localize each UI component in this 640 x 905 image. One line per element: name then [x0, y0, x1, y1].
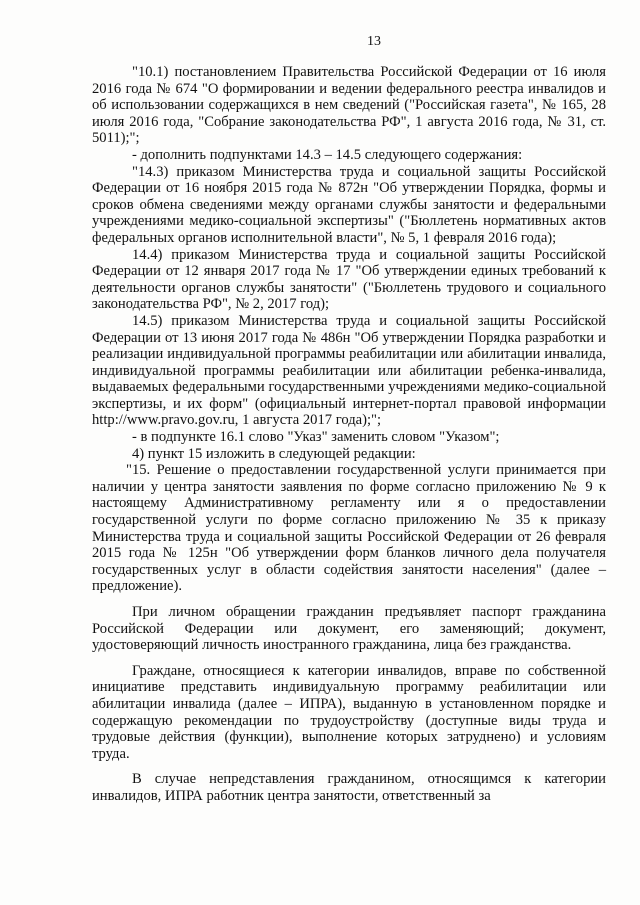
paragraph-10-1: "10.1) постановлением Правительства Российской Федерации от 16 июля 2016 года № 674 "О формировании и ведении федерального реестра инвалидов и об использовании содержащихся в нем сведений ("Российская газета", № 165, 28 июля 2016 года, "Собрание законодательства РФ", 1 августа 2016 года, № 31, ст. 5011);";: [92, 64, 606, 147]
paragraph-16-1: - в подпункте 16.1 слово "Указ" заменить словом "Указом";: [132, 429, 500, 446]
paragraph-personal-appeal: При личном обращении гражданин предъявляет паспорт гражданина Российской Федерации или документ, его заменяющий; документ, удостоверяющий личность иностранного гражданина, лица без гражданства.: [92, 604, 606, 654]
paragraph-add-subitems: - дополнить подпунктами 14.3 – 14.5 следующего содержания:: [132, 146, 523, 163]
paragraph-item-4: 4) пункт 15 изложить в следующей редакции:: [132, 445, 416, 462]
paragraph-14-3: "14.3) приказом Министерства труда и социальной защиты Российской Федерации от 16 ноября 2015 года № 872н "Об утверждении Порядка, формы и сроков обмена сведениями между органами службы занятости и федеральными учреждениями медико-социальной экспертизы" ("Бюллетень нормативных актов федеральных органов исполнительной власти", № 5, 1 февраля 2016 года);: [92, 163, 606, 246]
page-number: 13: [367, 34, 381, 49]
paragraph-ipra-absence: В случае непредставления гражданином, относящимся к категории инвалидов, ИПРА работник центра занятости, ответственный за: [92, 771, 606, 804]
paragraph-disabled-citizens: Граждане, относящиеся к категории инвалидов, вправе по собственной инициативе представить индивидуальную программу реабилитации или абилитации инвалида (далее – ИПРА), выданную в установленном порядке и содержащую рекомендации по трудоустройству (доступные виды труда и трудовые действия (функции), выполнение которых затруднено) и условиям труда.: [92, 662, 606, 762]
paragraph-14-4: 14.4) приказом Министерства труда и социальной защиты Российской Федерации от 12 января 2017 года № 17 "Об утверждении единых требований к деятельности органов службы занятости" ("Бюллетень трудового и социального законодательства РФ", № 2, 2017 год);: [92, 246, 606, 313]
paragraph-14-5: 14.5) приказом Министерства труда и социальной защиты Российской Федерации от 13 июня 2017 года № 486н "Об утверждении Порядка разработки и реализации индивидуальной программы реабилитации или абилитации инвалида, индивидуальной программы реабилитации или абилитации ребенка-инвалида, выдаваемых федеральными государственными учреждениями медико-социальной экспертизы, и их форм" (официальный интернет-портал правовой информации http://www.pravo.gov.ru, 1 августа 2017 года);";: [92, 312, 606, 429]
paragraph-15-decision: "15. Решение о предоставлении государственной услуги принимается при наличии у центра занятости заявления по форме согласно приложению № 9 к настоящему Административному регламенту или я о предоставлении государственной услуги по форме согласно приложению № 35 к приказу Министерства труда и социальной защиты Российской Федерации от 26 февраля 2015 года № 125н "Об утверждении форм бланков личного дела получателя государственных услуг в области содействия занятости населения" (далее – предложение).: [92, 462, 606, 595]
